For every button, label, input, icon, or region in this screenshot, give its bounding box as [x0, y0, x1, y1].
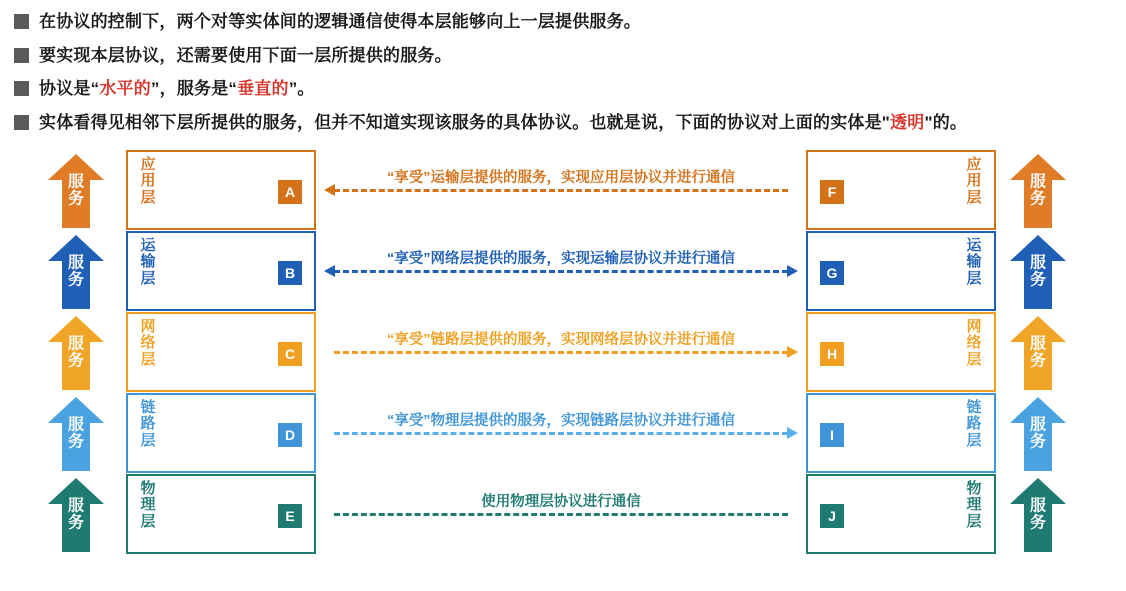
layer-name	[964, 481, 984, 531]
layer-name-char: 层	[966, 270, 982, 288]
layer-name	[964, 238, 984, 288]
layer-tag: D	[278, 423, 302, 447]
layer-name-char: 络	[140, 334, 156, 352]
connector-dash	[334, 189, 788, 192]
layer-tag: F	[820, 180, 844, 204]
plain-text: ”，服务是“	[150, 79, 238, 99]
service-arrow-left-icon	[48, 397, 104, 471]
protocol-connector	[316, 393, 806, 473]
layer-name-char: 链	[966, 398, 982, 416]
layer-name	[138, 238, 158, 288]
layer-name-char: 链	[140, 398, 156, 416]
layer-name-char: 层	[140, 189, 156, 207]
plain-text: 在协议的控制下，两个对等实体间的逻辑通信使得本层能够向上一层提供服务。	[39, 12, 641, 31]
layer-name-char: 层	[966, 189, 982, 207]
layer-name-char: 物	[966, 479, 982, 497]
layer-tag: H	[820, 342, 844, 366]
layer-name-char: 物	[140, 479, 156, 497]
layer-tag: C	[278, 342, 302, 366]
service-label-char: 服	[67, 254, 84, 272]
service-label-char: 服	[1029, 254, 1046, 272]
layer-name-char: 运	[140, 236, 156, 254]
connector-line	[324, 432, 798, 435]
layer-name-char: 层	[966, 432, 982, 450]
connector-arrowhead-right-icon	[787, 265, 798, 277]
layer-box	[126, 474, 316, 554]
connector-line	[324, 189, 798, 192]
layer-box	[126, 231, 316, 311]
layer-row	[0, 231, 1126, 311]
plain-text: "的。	[924, 112, 968, 132]
bullet-item	[14, 111, 1112, 136]
layer-tag: E	[278, 504, 302, 528]
protocol-connector	[316, 150, 806, 230]
service-arrow-right-icon	[1010, 154, 1066, 228]
service-label-char: 务	[1029, 514, 1046, 532]
layer-name-char: 应	[966, 155, 982, 173]
service-arrow-right-icon	[1010, 316, 1066, 390]
bullet-list	[0, 0, 1126, 136]
layer-row	[0, 393, 1126, 473]
connector-dash	[334, 513, 788, 516]
connector-line	[324, 513, 798, 516]
layer-name	[138, 400, 158, 450]
layer-name-char: 输	[140, 253, 156, 271]
layer-name	[964, 400, 984, 450]
service-label-char: 务	[1029, 190, 1046, 208]
highlight-text: 水平的	[99, 79, 151, 99]
protocol-connector	[316, 312, 806, 392]
layer-name-char: 理	[966, 496, 982, 514]
service-label-char: 务	[1029, 433, 1046, 451]
layer-name	[964, 319, 984, 369]
layer-row	[0, 150, 1126, 230]
service-arrow-left-icon	[48, 478, 104, 552]
service-label-char: 服	[1029, 173, 1046, 191]
layer-name-char: 层	[966, 513, 982, 531]
service-label-char: 务	[67, 271, 84, 289]
layer-name-char: 网	[966, 317, 982, 335]
layer-box	[126, 393, 316, 473]
connector-arrowhead-left-icon	[324, 265, 335, 277]
layer-name-char: 应	[140, 155, 156, 173]
service-label-char: 服	[1029, 335, 1046, 353]
layer-name	[138, 319, 158, 369]
highlight-text: 透明	[890, 112, 925, 132]
bullet-item	[14, 77, 1112, 102]
bullet-text	[39, 77, 315, 102]
layer-name-char: 路	[966, 415, 982, 433]
bullet-item	[14, 44, 1112, 69]
bullet-text	[39, 10, 641, 35]
layer-box	[126, 150, 316, 230]
layer-row	[0, 312, 1126, 392]
bullet-square-icon	[14, 115, 29, 130]
layer-name-char: 层	[140, 432, 156, 450]
service-label-char: 务	[67, 433, 84, 451]
service-label-char: 服	[67, 173, 84, 191]
plain-text: 要实现本层协议，还需要使用下面一层所提供的服务。	[39, 45, 452, 65]
layer-protocol-diagram	[0, 150, 1126, 562]
connector-dash	[334, 270, 788, 273]
plain-text: ”。	[288, 79, 315, 99]
layer-box	[126, 312, 316, 392]
layer-name-char: 运	[966, 236, 982, 254]
layer-name-char: 理	[140, 496, 156, 514]
bullet-square-icon	[14, 14, 29, 29]
service-arrow-right-icon	[1010, 397, 1066, 471]
layer-name-char: 用	[966, 172, 982, 190]
layer-name-char: 路	[140, 415, 156, 433]
service-label-char: 务	[67, 190, 84, 208]
connector-dash	[334, 432, 788, 435]
layer-name-char: 层	[140, 270, 156, 288]
service-label-char: 务	[1029, 352, 1046, 370]
layer-box	[806, 231, 996, 311]
service-label-char: 服	[1029, 497, 1046, 515]
plain-text: 实体看得见相邻下层所提供的服务，但并不知道实现该服务的具体协议。也就是说，下面的协议对上面的实体是"	[39, 112, 891, 132]
connector-label: “享受”链路层提供的服务，实现网络层协议并进行通信	[387, 331, 735, 348]
plain-text: 协议是“	[39, 79, 100, 99]
layer-tag: B	[278, 261, 302, 285]
service-arrow-right-icon	[1010, 478, 1066, 552]
connector-line	[324, 351, 798, 354]
connector-dash	[334, 351, 788, 354]
service-arrow-left-icon	[48, 235, 104, 309]
layer-name-char: 层	[966, 351, 982, 369]
layer-name-char: 层	[140, 351, 156, 369]
layer-name	[138, 481, 158, 531]
service-arrow-left-icon	[48, 316, 104, 390]
connector-arrowhead-left-icon	[324, 184, 335, 196]
layer-box	[806, 393, 996, 473]
layer-name-char: 层	[140, 513, 156, 531]
bullet-square-icon	[14, 48, 29, 63]
highlight-text: 垂直的	[237, 79, 289, 99]
layer-row	[0, 474, 1126, 554]
bullet-text	[39, 44, 452, 69]
layer-name-char: 络	[966, 334, 982, 352]
bullet-text	[39, 111, 967, 136]
connector-label: 使用物理层协议进行通信	[481, 493, 641, 510]
connector-line	[324, 270, 798, 273]
layer-name	[138, 157, 158, 207]
connector-label: “享受”运输层提供的服务，实现应用层协议并进行通信	[387, 169, 735, 186]
layer-tag: A	[278, 180, 302, 204]
connector-label: “享受”网络层提供的服务，实现运输层协议并进行通信	[387, 250, 735, 267]
service-label-char: 服	[1029, 416, 1046, 434]
layer-name-char: 用	[140, 172, 156, 190]
layer-name-char: 输	[966, 253, 982, 271]
layer-name	[964, 157, 984, 207]
protocol-connector	[316, 231, 806, 311]
connector-arrowhead-right-icon	[787, 346, 798, 358]
service-label-char: 服	[67, 335, 84, 353]
service-label-char: 务	[67, 514, 84, 532]
service-label-char: 服	[67, 416, 84, 434]
bullet-item	[14, 10, 1112, 35]
layer-tag: G	[820, 261, 844, 285]
layer-box	[806, 150, 996, 230]
layer-box	[806, 312, 996, 392]
service-label-char: 务	[1029, 271, 1046, 289]
service-label-char: 服	[67, 497, 84, 515]
layer-tag: I	[820, 423, 844, 447]
connector-label: “享受”物理层提供的服务，实现链路层协议并进行通信	[387, 412, 735, 429]
layer-tag: J	[820, 504, 844, 528]
service-arrow-left-icon	[48, 154, 104, 228]
layer-box	[806, 474, 996, 554]
service-arrow-right-icon	[1010, 235, 1066, 309]
service-label-char: 务	[67, 352, 84, 370]
bullet-square-icon	[14, 81, 29, 96]
protocol-connector	[316, 474, 806, 554]
connector-arrowhead-right-icon	[787, 427, 798, 439]
layer-name-char: 网	[140, 317, 156, 335]
